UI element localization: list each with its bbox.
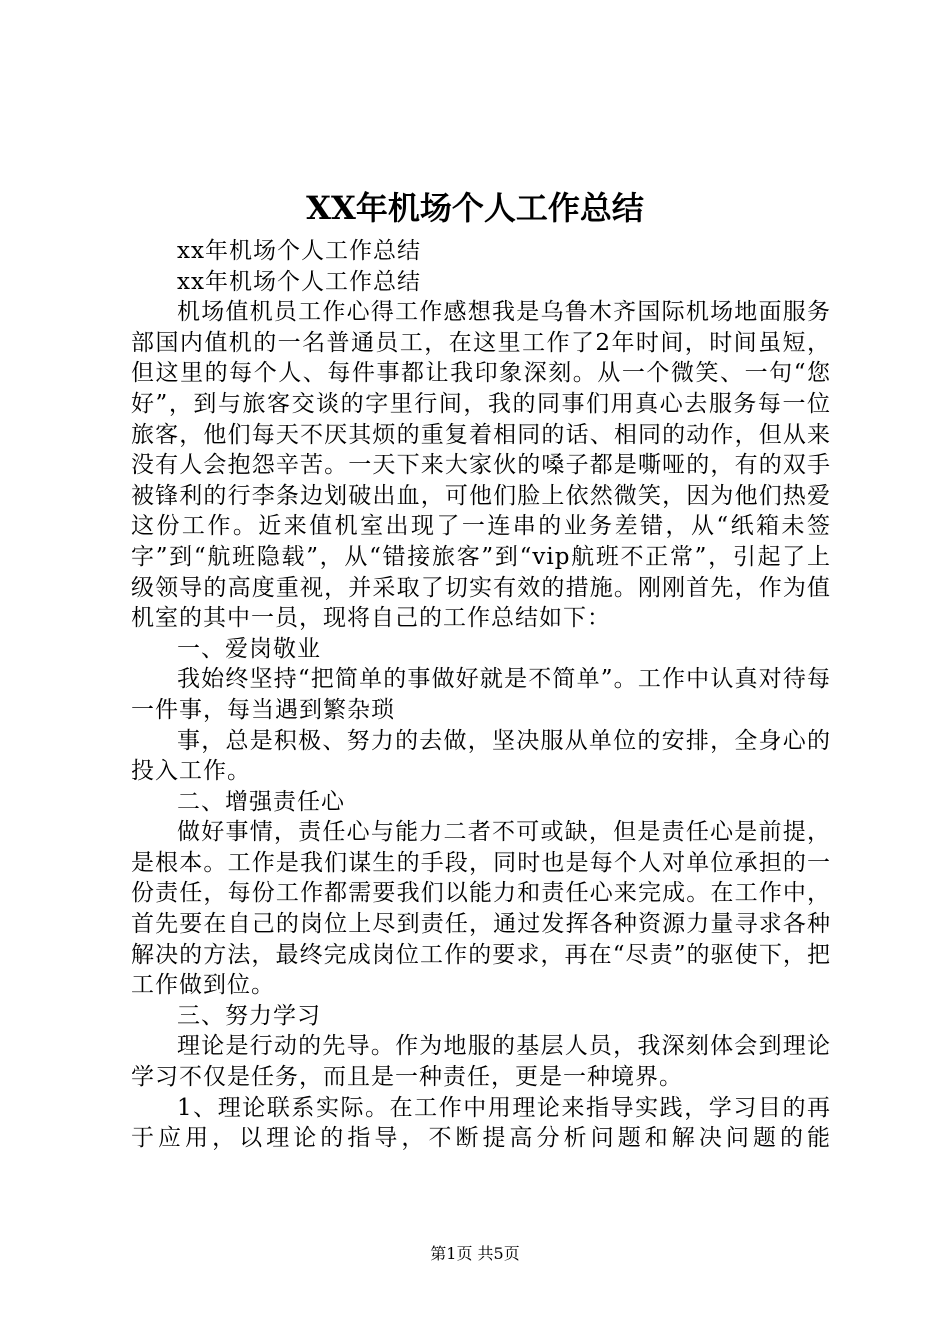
section-heading: 三、努力学习: [177, 1002, 321, 1029]
paragraph: 1、理论联系实际。在工作中用理论来指导实践，学习目的再于应用，以理论的指导，不断提高分析问题和解决问题的能: [131, 1094, 831, 1152]
page-title: XX年机场个人工作总结: [306, 189, 644, 227]
page-number: 第1页 共5页: [430, 1244, 520, 1263]
paragraph: xx年机场个人工作总结: [177, 238, 421, 264]
paragraph: 机场值机员工作心得工作感想我是乌鲁木齐国际机场地面服务部国内值机的一名普通员工，在这里工作了2年时间，时间虽短，但这里的每个人、每件事都让我印象深刻。从一个微笑、一句“您好”，到与旅客交谈的字里行间，我的同事们用真心去服务每一位旅客，他们每天不厌其烦的重复着相同的话、相同的动作，但从来没有人会抱怨辛苦。一天下来大家伙的嗓子都是嘶哑的，有的双手被锋利的行李条边划破出血，可他们脸上依然微笑，因为他们热爱这份工作。近来值机室出现了一连串的业务差错，从“纸箱未签字”到“航班隐载”，从“错接旅客”到“vip航班不正常”，引起了上级领导的高度重视，并采取了切实有效的措施。刚刚首先，作为值机室的其中一员，现将自己的工作总结如下：: [131, 299, 831, 632]
paragraph: xx年机场个人工作总结: [177, 268, 421, 295]
section-heading: 一、爱岗敬业: [177, 635, 321, 662]
section-heading: 二、增强责任心: [177, 788, 345, 815]
paragraph: 理论是行动的先导。作为地服的基层人员，我深刻体会到理论学习不仅是任务，而且是一种责任，更是一种境界。: [131, 1033, 831, 1091]
document-body: [131, 236, 831, 1154]
paragraph: 做好事情，责任心与能力二者不可或缺，但是责任心是前提，是根本。工作是我们谋生的手段，同时也是每个人对单位承担的一份责任，每份工作都需要我们以能力和责任心来完成。在工作中，首先要在自己的岗位上尽到责任，通过发挥各种资源力量寻求各种解决的方法，最终完成岗位工作的要求，再在“尽责”的驱使下，把工作做到位。: [131, 819, 831, 999]
paragraph: 事，总是积极、努力的去做，坚决服从单位的安排，全身心的投入工作。: [131, 727, 831, 785]
paragraph: 我始终坚持“把简单的事做好就是不简单”。工作中认真对待每一件事，每当遇到繁杂琐: [131, 666, 831, 723]
